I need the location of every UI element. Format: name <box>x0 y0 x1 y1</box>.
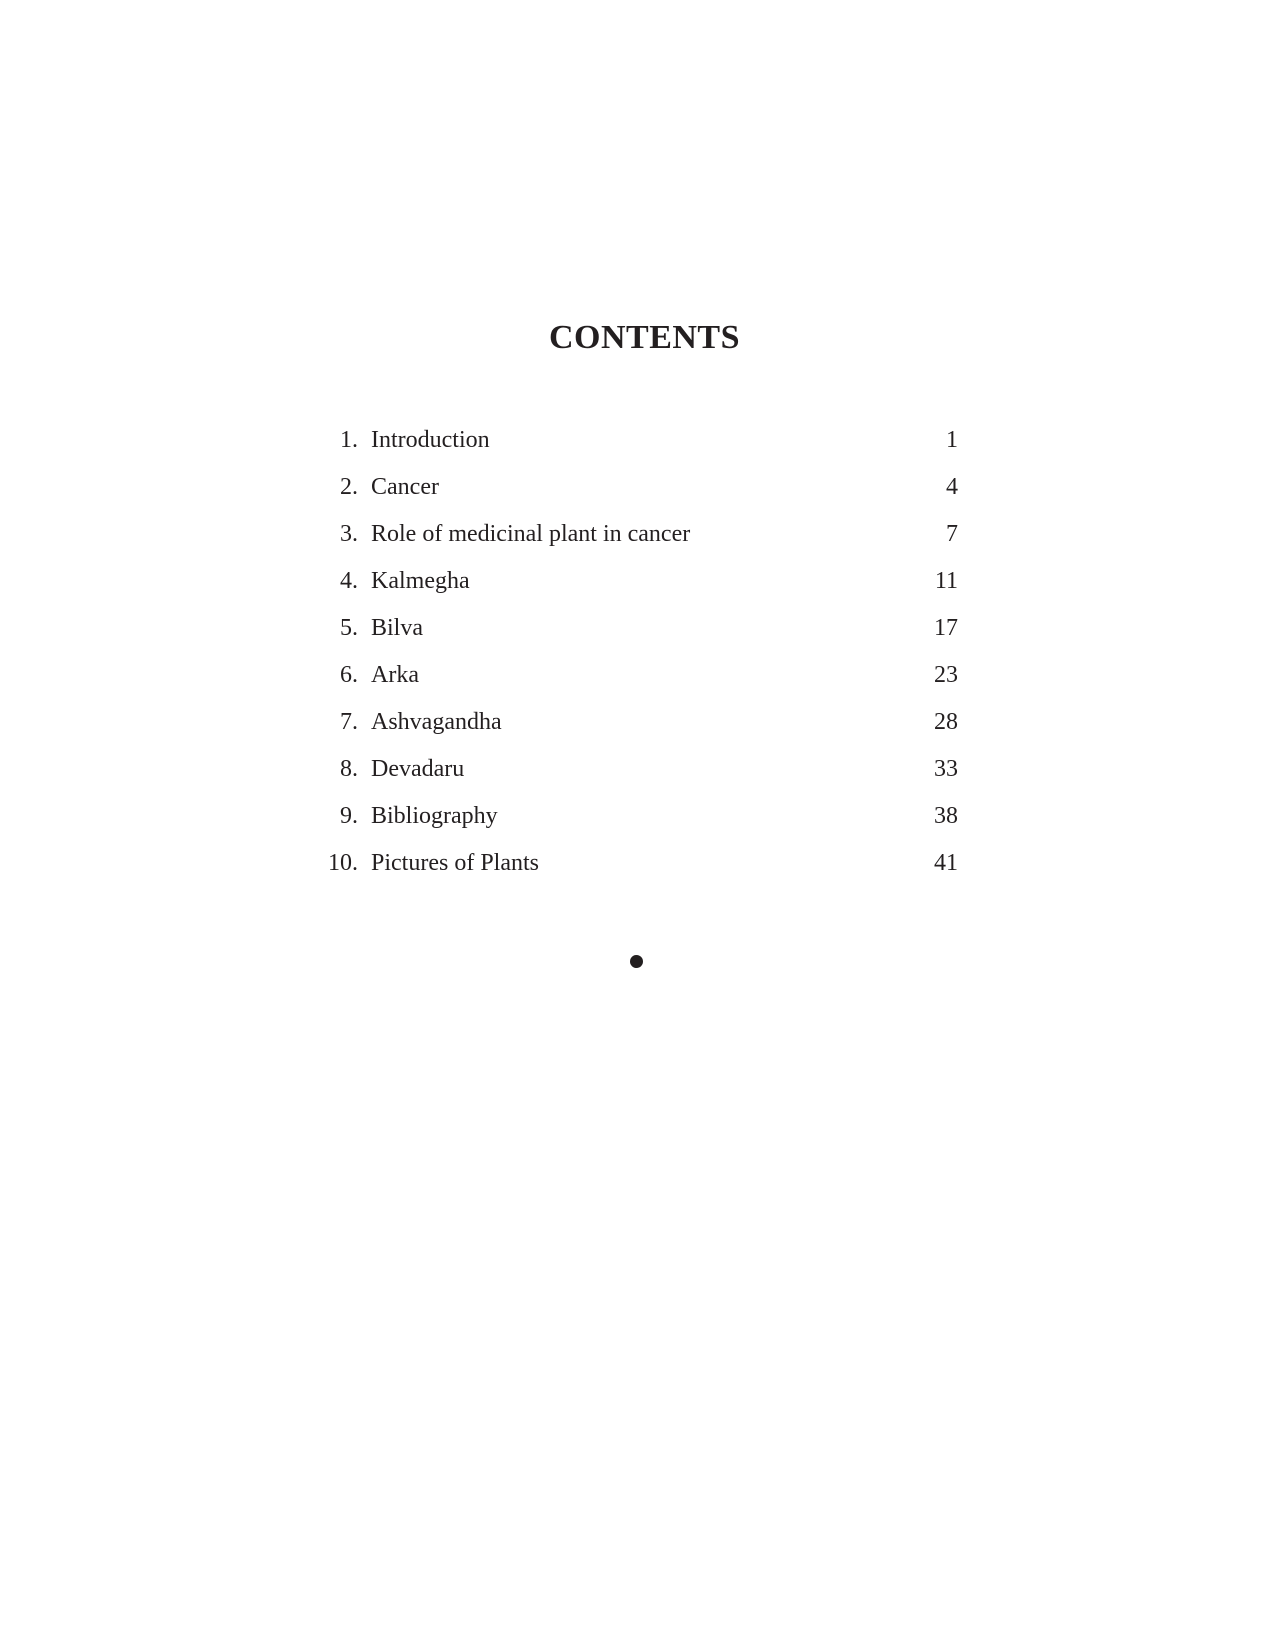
toc-entry <box>310 800 958 847</box>
toc-entry-number: 3. <box>340 521 358 547</box>
toc-entry-number: 4. <box>340 568 358 594</box>
toc-entry-title: Pictures of Plants <box>371 850 539 876</box>
page-title: CONTENTS <box>548 319 741 356</box>
toc-entry <box>310 565 958 612</box>
toc-entry-number: 6. <box>340 662 358 688</box>
toc-entry-title: Introduction <box>371 427 490 453</box>
toc-entry-page: 7 <box>946 521 958 547</box>
toc-entry-page: 23 <box>934 662 958 688</box>
toc-entry <box>310 518 958 565</box>
toc-entry-number: 2. <box>340 474 358 500</box>
toc-entry-title: Devadaru <box>371 756 465 782</box>
toc-entry-number: 1. <box>340 427 358 453</box>
toc-entry-number: 9. <box>340 803 358 829</box>
toc-entry-title: Role of medicinal plant in cancer <box>371 521 691 547</box>
toc-entry-page: 11 <box>934 568 958 594</box>
toc-entry-page: 33 <box>934 756 958 782</box>
toc-entry <box>310 847 958 894</box>
toc-entry-page: 41 <box>934 850 958 876</box>
toc-entry <box>310 659 958 706</box>
toc-entry-title: Bibliography <box>371 803 498 829</box>
toc-entry-number: 5. <box>340 615 358 641</box>
toc-entry-number: 10. <box>328 850 358 876</box>
toc-entry-page: 28 <box>934 709 958 735</box>
toc-entry-title: Kalmegha <box>371 568 470 594</box>
bullet-dot-icon <box>630 955 643 968</box>
toc-entry-number: 8. <box>340 756 358 782</box>
toc-entry-page: 1 <box>946 427 958 453</box>
toc-entry-title: Ashvagandha <box>371 709 502 735</box>
toc-entry <box>310 753 958 800</box>
toc-entry <box>310 471 958 518</box>
toc-entry-title: Cancer <box>371 474 439 500</box>
toc-entry-title: Arka <box>371 662 419 688</box>
toc-entry-title: Bilva <box>371 615 423 641</box>
toc-entry-number: 7. <box>340 709 358 735</box>
toc-entry <box>310 706 958 753</box>
toc-entry <box>310 424 958 471</box>
toc-entry <box>310 612 958 659</box>
toc-entry-page: 4 <box>946 474 958 500</box>
toc-entry-page: 38 <box>934 803 958 829</box>
toc-entry-page: 17 <box>934 615 958 641</box>
table-of-contents <box>310 424 958 894</box>
